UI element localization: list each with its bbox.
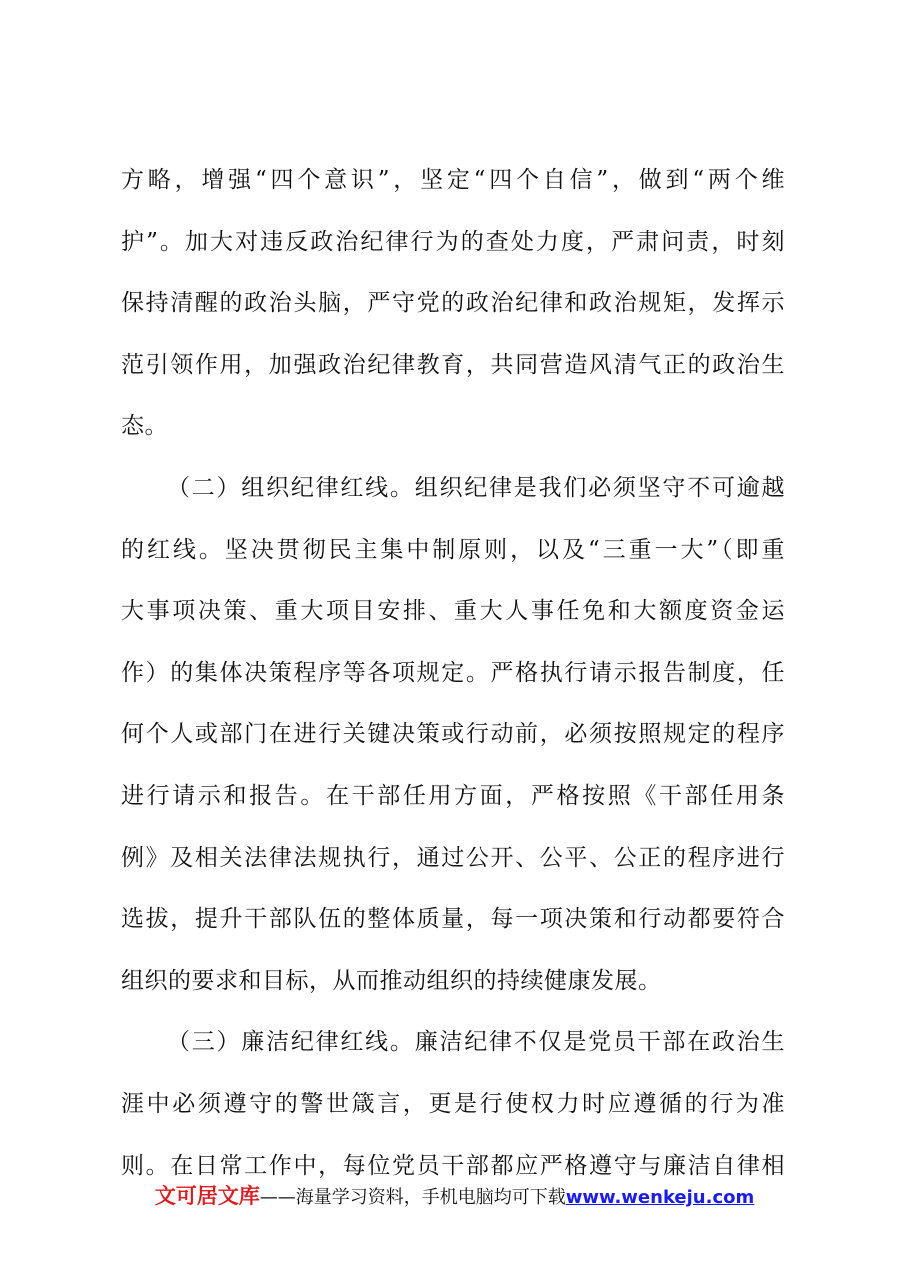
text-line: 方略，增强“四个意识”，坚定“四个自信”，做到“两个维 xyxy=(121,167,785,193)
paragraph-political-discipline xyxy=(121,150,785,458)
text-line: 则。在日常工作中，每位党员干部都应严格遵守与廉洁自律相 xyxy=(121,1152,785,1179)
footer-tagline: ——海量学习资料，手机电脑均可下载 xyxy=(259,1187,566,1208)
document-body xyxy=(121,150,785,1197)
text-line: 何个人或部门在进行关键决策或行动前，必须按照规定的程序 xyxy=(121,721,785,748)
section-heading-line: （二）组织纪律红线。组织纪律是我们必须坚守不可逾越 xyxy=(167,474,785,501)
text-line: 例》及相关法律法规执行，通过公开、公平、公正的程序进行 xyxy=(121,844,785,871)
text-line: 选拔，提升干部队伍的整体质量，每一项决策和行动都要符合 xyxy=(121,906,785,933)
text-line: 组织的要求和目标，从而推动组织的持续健康发展。 xyxy=(121,967,662,994)
footer-banner xyxy=(0,1183,909,1211)
text-line: 大事项决策、重大项目安排、重大人事任免和大额度资金运 xyxy=(121,598,785,625)
text-line: 范引领作用，加强政治纪律教育，共同营造风清气正的政治生 xyxy=(121,351,785,378)
footer-site-link[interactable]: www.wenkeju.com xyxy=(565,1187,755,1208)
paragraph-integrity-discipline xyxy=(121,1012,785,1197)
section-heading-line: （三）廉洁纪律红线。廉洁纪律不仅是党员干部在政治生 xyxy=(167,1029,785,1056)
paragraph-organizational-discipline xyxy=(121,458,785,1012)
text-line: 态。 xyxy=(121,413,168,440)
text-line: 保持清醒的政治头脑，严守党的政治纪律和政治规矩，发挥示 xyxy=(121,290,785,317)
text-line: 作）的集体决策程序等各项规定。严格执行请示报告制度，任 xyxy=(121,659,785,686)
text-line: 的红线。坚决贯彻民主集中制原则，以及“三重一大”（即重 xyxy=(121,536,785,563)
footer-brand: 文可居文库 xyxy=(154,1184,260,1208)
text-line: 进行请示和报告。在干部任用方面，严格按照《干部任用条 xyxy=(121,782,785,809)
text-line: 护”。加大对违反政治纪律行为的查处力度，严肃问责，时刻 xyxy=(121,228,785,255)
text-line: 涯中必须遵守的警世箴言，更是行使权力时应遵循的行为准 xyxy=(121,1090,785,1117)
